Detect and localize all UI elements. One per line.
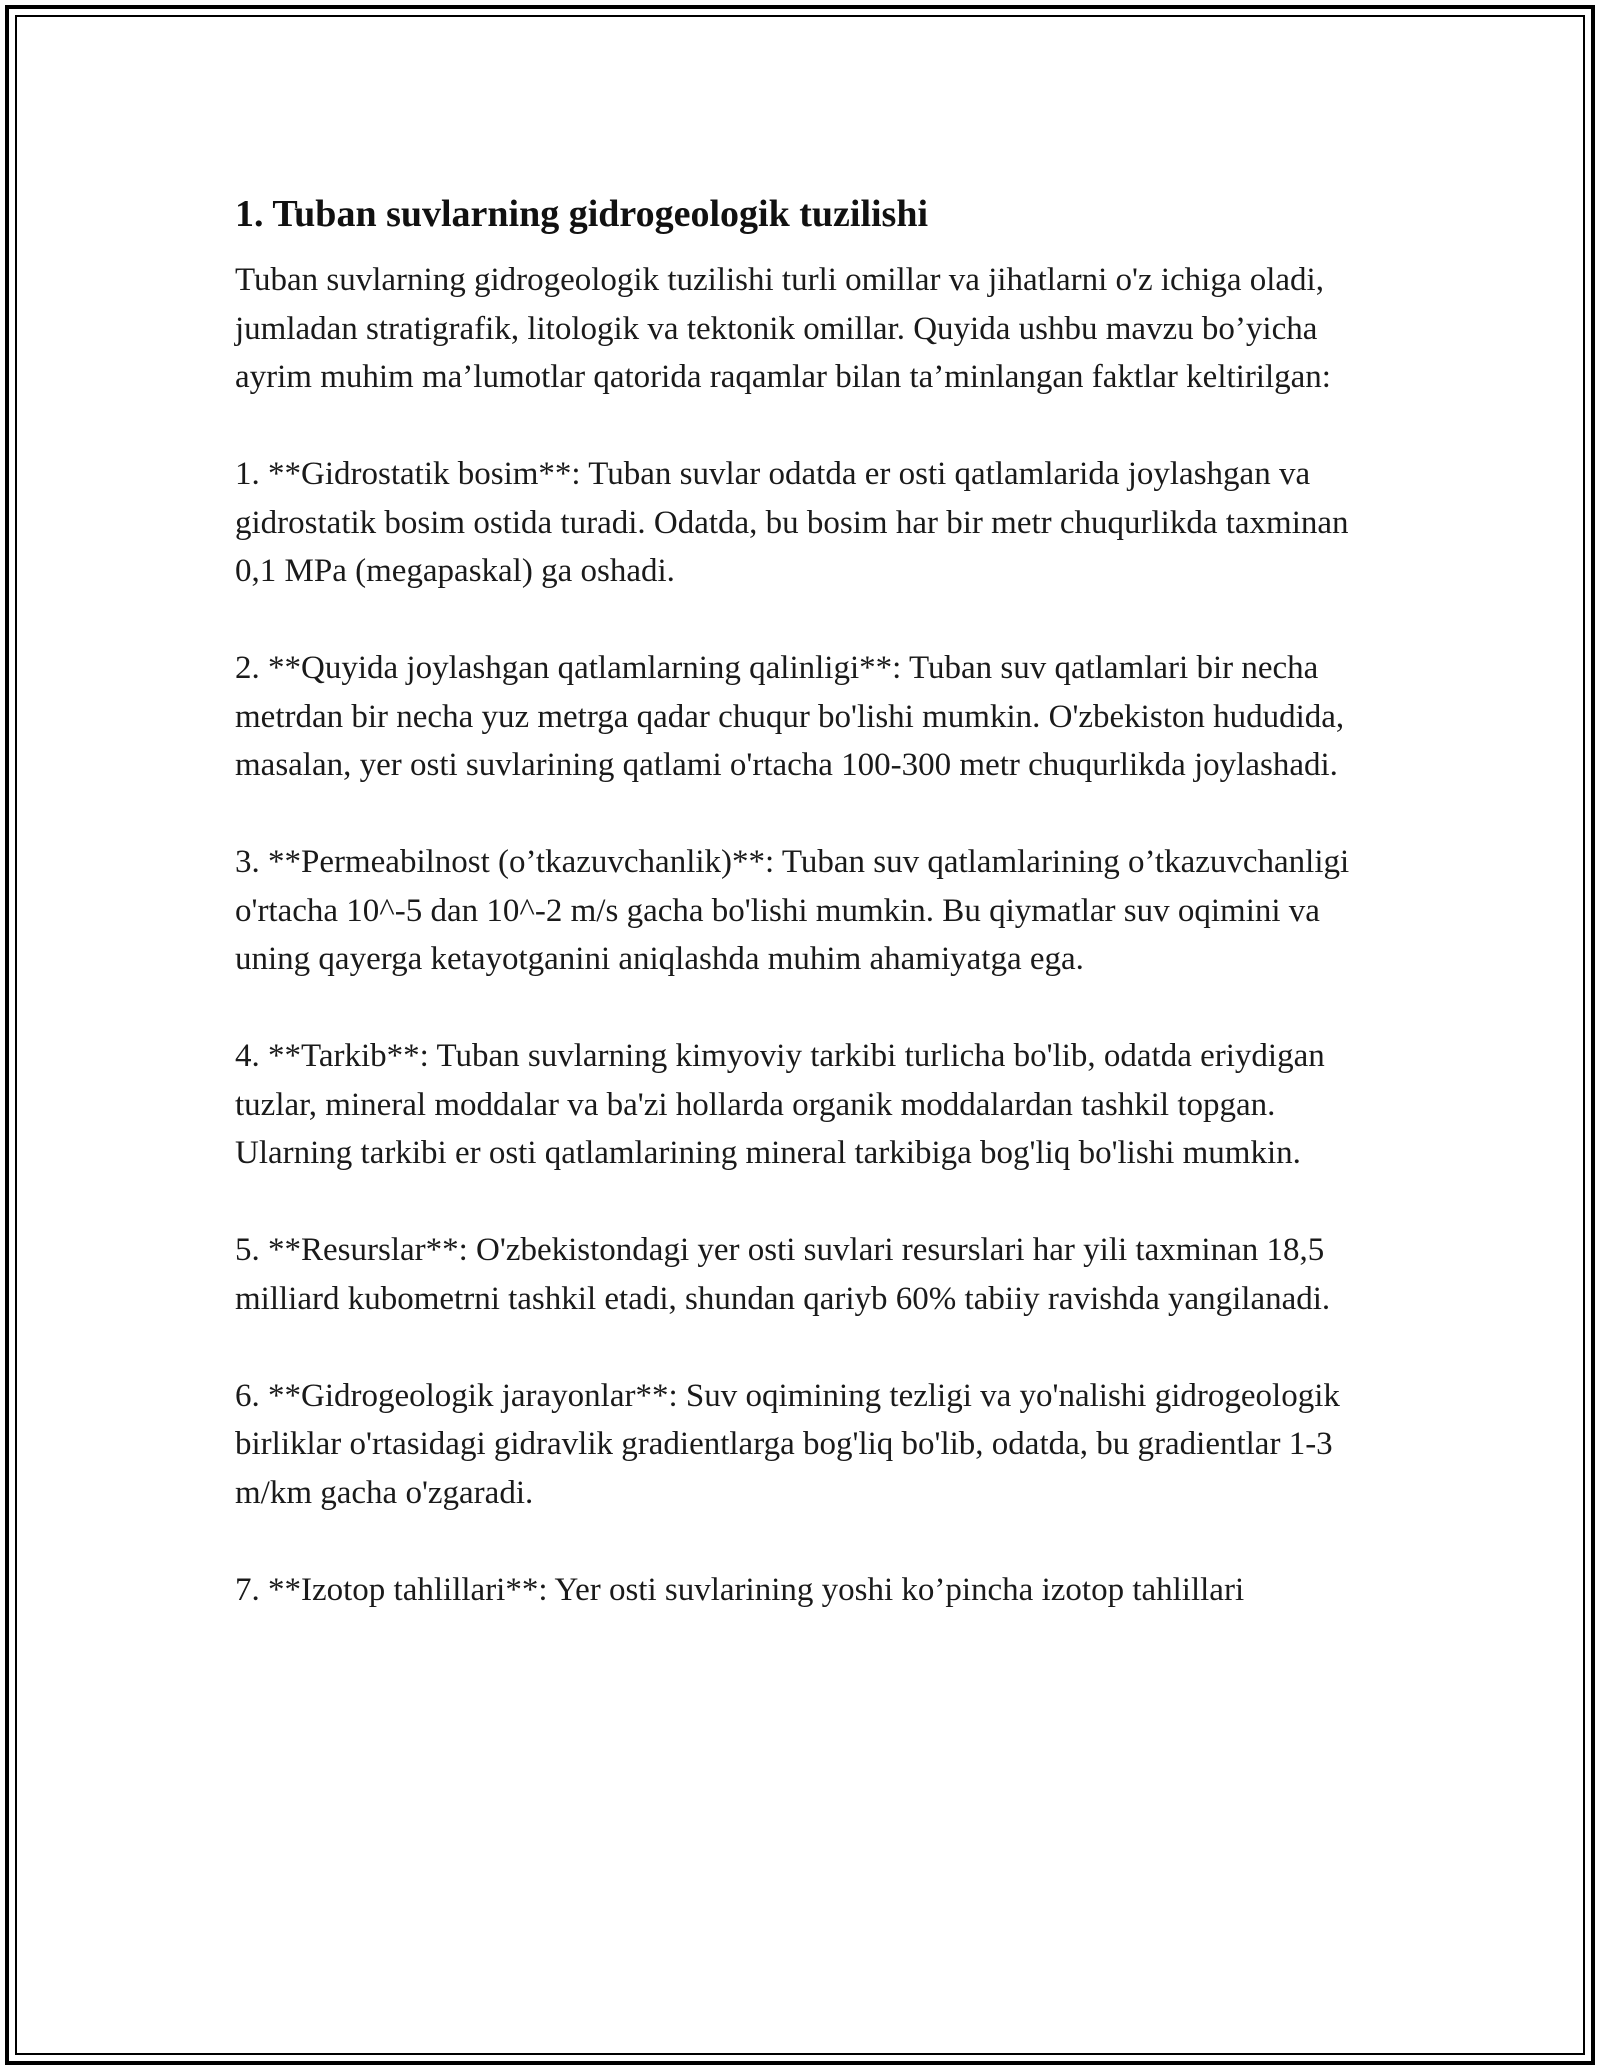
list-item-5: 5. **Resurslar**: O'zbekistondagi yer osti suvlari resurslari har yili taxminan 18,5 milliard kubometrni tashkil etadi, shundan qariyb 60% tabiiy ravishda yangilanadi. xyxy=(235,1232,1331,1317)
document-body xyxy=(235,186,1375,1663)
list-item-4: 4. **Tarkib**: Tuban suvlarning kimyoviy tarkibi turlicha bo'lib, odatda eriydigan tuzlar, mineral moddalar va ba'zi hollarda organik moddalardan tashkil topgan. Ularning tarkibi er osti qatlamlarining mineral tarkibiga bog'liq bo'lishi mumkin. xyxy=(235,1038,1325,1171)
section-heading: 1. Tuban suvlarning gidrogeologik tuzilishi xyxy=(235,193,929,235)
list-item-6: 6. **Gidrogeologik jarayonlar**: Suv oqimining tezligi va yo'nalishi gidrogeologik birliklar o'rtasidagi gidravlik gradientlarga bog'liq bo'lib, odatda, bu gradientlar 1-3 m/km gacha o'zgaradi. xyxy=(235,1377,1340,1511)
list-item-7: 7. **Izotop tahlillari**: Yer osti suvlarining yoshi ko’pincha izotop tahlillari xyxy=(235,1571,1245,1608)
list-item-3: 3. **Permeabilnost (o’tkazuvchanlik)**: Tuban suv qatlamlarining o’tkazuvchanligi o'rtacha 10^-5 dan 10^-2 m/s gacha bo'lishi mumkin. Bu qiymatlar suv oqimini va uning qayerga ketayotganini aniqlashda muhim ahamiyatga ega. xyxy=(235,844,1350,977)
list-item-1: 1. **Gidrostatik bosim**: Tuban suvlar odatda er osti qatlamlarida joylashgan va gidrostatik bosim ostida turadi. Odatda, bu bosim har bir metr chuqurlikda taxminan 0,1 MPa (megapaskal) ga oshadi. xyxy=(235,456,1349,589)
intro-paragraph: Tuban suvlarning gidrogeologik tuzilishi turli omillar va jihatlarni o'z ichiga oladi, jumladan stratigrafik, litologik va tektonik omillar. Quyida ushbu mavzu bo’yicha ayrim muhim ma’lumotlar qatorida raqamlar bilan ta’minlangan faktlar keltirilgan: xyxy=(235,262,1331,395)
list-item-2: 2. **Quyida joylashgan qatlamlarning qalinligi**: Tuban suv qatlamlari bir necha metrdan bir necha yuz metrga qadar chuqur bo'lishi mumkin. O'zbekiston hududida, masalan, yer osti suvlarining qatlami o'rtacha 100-300 metr chuqurlikda joylashadi. xyxy=(235,650,1345,783)
